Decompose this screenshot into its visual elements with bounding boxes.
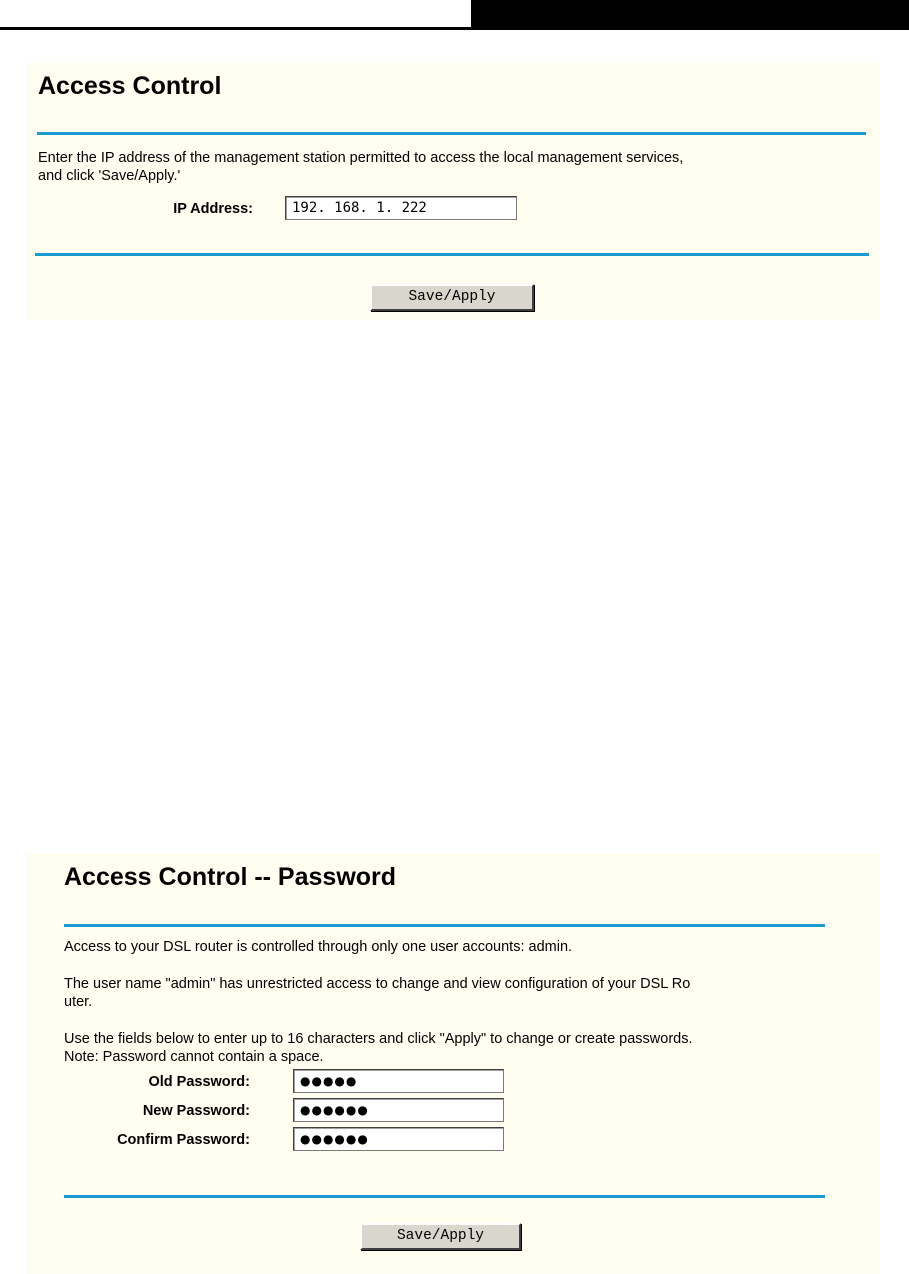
ip-address-label: IP Address: xyxy=(173,201,253,217)
password-page-title: Access Control -- Password xyxy=(64,863,397,891)
old-password-input[interactable]: ●●●●● xyxy=(293,1069,504,1093)
new-password-input[interactable]: ●●●●●● xyxy=(293,1098,504,1122)
password-bottom-divider xyxy=(64,1195,825,1198)
access-control-panel xyxy=(27,63,880,320)
confirm-password-label: Confirm Password: xyxy=(117,1132,250,1148)
header-black-block xyxy=(471,0,909,27)
admin-info-line-2: uter. xyxy=(64,994,93,1010)
old-password-label: Old Password: xyxy=(148,1074,250,1090)
password-panel xyxy=(27,853,880,1274)
page-title: Access Control xyxy=(38,72,222,100)
password-save-apply-button[interactable]: Save/Apply xyxy=(360,1223,521,1250)
ip-address-input[interactable]: 192. 168. 1. 222 xyxy=(285,196,517,220)
header-line xyxy=(0,27,909,30)
bottom-divider xyxy=(35,253,869,256)
description-line-2: and click 'Save/Apply.' xyxy=(38,168,181,184)
instructions-line-2: Note: Password cannot contain a space. xyxy=(64,1049,324,1065)
top-divider xyxy=(37,132,866,135)
description-line-1: Enter the IP address of the management station permitted to access the local management services, xyxy=(38,150,684,166)
admin-info-line-1: The user name "admin" has unrestricted access to change and view configuration of your DSL Ro xyxy=(64,976,691,992)
page-header-rule xyxy=(0,0,909,32)
instructions-line-1: Use the fields below to enter up to 16 characters and click "Apply" to change or create passwords. xyxy=(64,1031,693,1047)
new-password-label: New Password: xyxy=(142,1103,250,1119)
save-apply-button[interactable]: Save/Apply xyxy=(370,284,534,311)
password-top-divider xyxy=(64,924,825,927)
confirm-password-input[interactable]: ●●●●●● xyxy=(293,1127,504,1151)
account-info-text: Access to your DSL router is controlled through only one user accounts: admin. xyxy=(64,939,573,955)
